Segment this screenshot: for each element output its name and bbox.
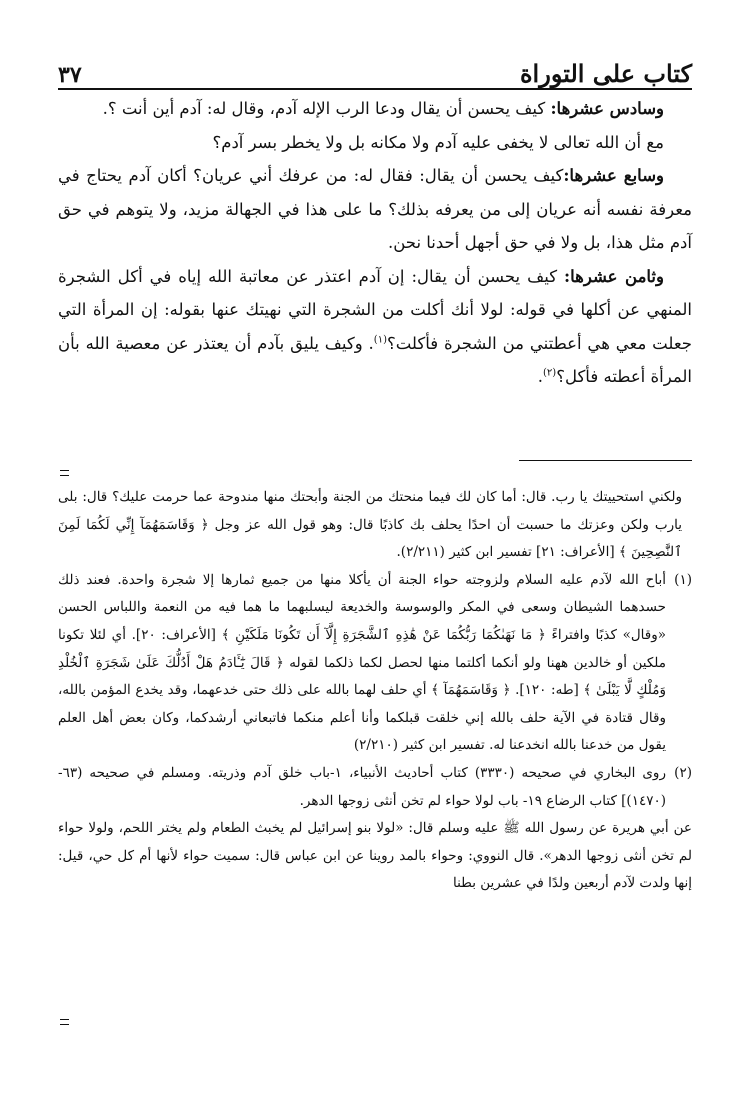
footnote-text-continued: عن أبي هريرة عن رسول الله ﷺ عليه وسلم قال: «لولا بنو إسرائيل لم يخبث الطعام ولم يختر اللحم، ولولا حواء لم تخن أنثى زوجها الدهر». قال النووي: وحواء بالمد روينا عن ابن عباس قال: سميت حواء لأنها أم كل حي، قيل: إنها ولدت لآدم أربعين ولدًا في عشرين بطنا: [58, 820, 692, 892]
paragraph-text: كيف يحسن أن يقال ودعا الرب الإله آدم، وقال له: آدم أين أنت ؟.: [102, 99, 551, 118]
footnote-body: [58, 567, 666, 760]
footnote-text: روى البخاري في صحيحه (٣٣٣٠) كتاب أحاديث الأنبياء، ١-باب خلق آدم وذريته. ومسلم في صحيحه (٦٣-(١٤٧٠)] كتاب الرضاع ١٩- باب لولا حواء لم تخن أنثى زوجها الدهر.: [58, 764, 666, 809]
continuation-mark-top: [60, 470, 69, 476]
footnote-continuation: ولكني استحييتك يا رب. قال: أما كان لك فيما منحتك من الجنة وأبحتك منها مندوحة عما حرمت عليك؟ قال: بلى يارب ولكن وعزتك ما حسبت أن احدًا يحلف بك كاذبًا قال: وهو قول الله عز وجل ﴿ وَقَاسَمَهُمَآ إِنِّي لَكُمَا لَمِنَ ٱلنَّٰصِحِينَ ﴾ [الأعراف: ٢١] تفسير ابن كثير (٢/٢١١).: [58, 489, 682, 561]
footnote-number: (١): [674, 571, 692, 588]
paragraph-18: [58, 260, 692, 394]
paragraph-text: كيف يحسن أن يقال: فقال له: من عرفك أني عريان؟ أكان آدم يحتاج في معرفة نفسه أنه عريان إلى من يعرفه بذلك؟ ما على هذا في الجهالة مزيد، ولا يتوهم في حق آدم مثل هذا، بل ولا في حق أجهل أحدنا نحن.: [58, 166, 692, 252]
header-rule: [58, 88, 692, 90]
page-number: ٣٧: [58, 62, 82, 88]
paragraph-lead: وسابع عشرها:: [563, 166, 664, 185]
footnote-separator: [519, 460, 692, 461]
paragraph-16-cont: [58, 126, 692, 160]
page-header: [58, 40, 692, 86]
footnote-2: [58, 760, 692, 815]
paragraph-lead: وثامن عشرها:: [564, 266, 664, 286]
running-title: كتاب على التوراة: [519, 59, 692, 88]
continuation-mark-bottom: [60, 1019, 69, 1025]
footnote-text: أباح الله لآدم عليه السلام ولزوجته حواء الجنة أن يأكلا منها من جميع ثمارها إلا شجرة واحدة. فعند ذلك حسدهما الشيطان وسعى في المكر والوسوسة والخديعة ليسلبهما ما هما فيه من النعمة واللباس الحسن «وقال» كذبًا وافتراءً ﴿ مَا نَهَىٰكُمَا رَبُّكُمَا عَنْ هَٰذِهِ ٱلشَّجَرَةِ إِلَّآ أَن تَكُونَا مَلَكَيْنِ ﴾ [الأعراف: ٢٠]. أي لئلا تكونا ملكين أو خالدين ههنا ولو أنكما أكلتما منها لحصل لكما ذلكما لقوله ﴿ قَالَ يَٰٓـَٔادَمُ هَلْ أَدُلُّكَ عَلَىٰ شَجَرَةِ ٱلْخُلْدِ وَمُلْكٍ لَّا يَبْلَىٰ ﴾ [طه: ١٢٠]. ﴿ وَقَاسَمَهُمَآ ﴾ أي حلف لهما بالله على ذلك حتى خدعهما، وقد يخدع المؤمن بالله، وقال قتادة في الآية حلف بالله إني خلقت قبلكما وأنا أعلم منكما فاتبعاني أرشدكما، وكان بعض أهل العلم يقول من خدعنا بالله انخدعنا له. تفسير ابن كثير (٢/٢١٠): [58, 571, 667, 754]
paragraph-17: [58, 159, 692, 260]
paragraph-16: [58, 92, 692, 126]
paragraph-lead: وسادس عشرها:: [550, 99, 664, 118]
paragraph-text: كيف يحسن أن يقال: إن آدم اعتذر عن معاتبة الله إياه في أكل الشجرة المنهي عن أكلها في قوله: لولا أنك أكلت من الشجرة التي نهيتك عنها بقوله: إن المرأة التي جعلت معي هي أعطتني من الشجرة فأكلت؟: [58, 266, 693, 353]
paragraph-text: . وكيف يليق بآدم أن يعتذر عن معصية الله بأن المرأة أعطته فأكل؟: [58, 333, 692, 386]
footnote-ref-1: (١): [373, 334, 387, 345]
footnote-number: (٢): [674, 764, 692, 781]
footnote-1: [58, 567, 692, 760]
paragraph-text: .: [537, 367, 544, 386]
main-text: [58, 92, 692, 394]
footnotes: [58, 484, 692, 898]
paragraph-text: مع أن الله تعالى لا يخفى عليه آدم ولا مكانه بل ولا يخطر بسر آدم؟: [212, 132, 664, 152]
footnote-ref-2: (٢): [543, 367, 557, 379]
footnote-body: [58, 760, 666, 815]
